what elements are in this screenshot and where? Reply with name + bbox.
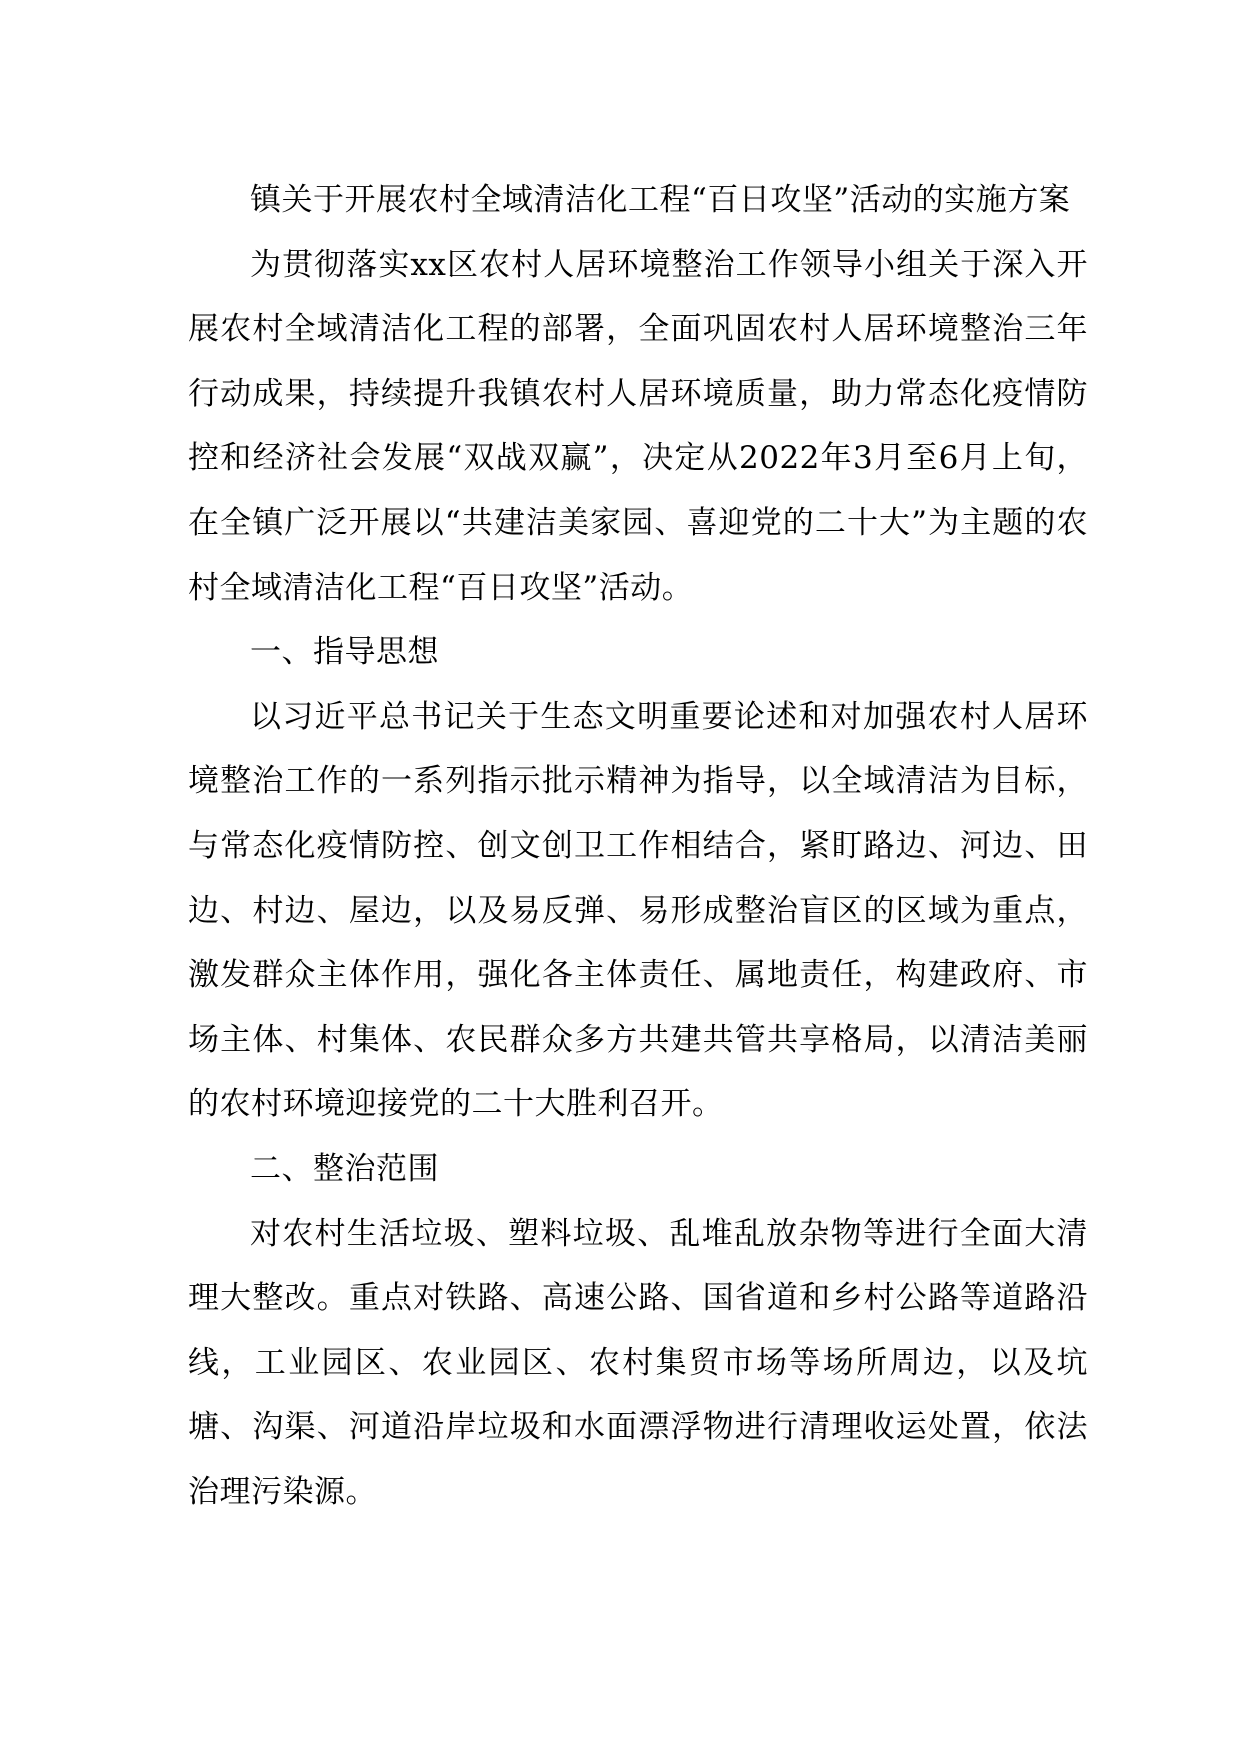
- section-body-scope: 对农村生活垃圾、塑料垃圾、乱堆乱放杂物等进行全面大清理大整改。重点对铁路、高速公路、国省道和乡村公路等道路沿线，工业园区、农业园区、农村集贸市场等场所周边，以及坑塘、沟渠、河道沿岸垃圾和水面漂浮物进行清理收运处置，依法治理污染源。: [188, 1215, 1088, 1510]
- document-title: 镇关于开展农村全域清洁化工程“百日攻坚”活动的实施方案: [250, 182, 1071, 218]
- document-page: [188, 168, 1088, 1524]
- section-body-guiding-ideology: 以习近平总书记关于生态文明重要论述和对加强农村人居环境整治工作的一系列指示批示精神为指导，以全域清洁为目标，与常态化疫情防控、创文创卫工作相结合，紧盯路边、河边、田边、村边、屋边，以及易反弹、易形成整治盲区的区域为重点，激发群众主体作用，强化各主体责任、属地责任，构建政府、市场主体、村集体、农民群众多方共建共管共享格局，以清洁美丽的农村环境迎接党的二十大胜利召开。: [188, 698, 1088, 1123]
- section-heading-scope: 二、整治范围: [250, 1150, 439, 1187]
- intro-paragraph: 为贯彻落实xx区农村人居环境整治工作领导小组关于深入开展农村全域清洁化工程的部署，全面巩固农村人居环境整治三年行动成果，持续提升我镇农村人居环境质量，助力常态化疫情防控和经济社会发展“双战双赢”，决定从2022年3月至6月上旬，在全镇广泛开展以“共建洁美家园、喜迎党的二十大”为主题的农村全域清洁化工程“百日攻坚”活动。: [188, 246, 1088, 606]
- section-heading-guiding-ideology: 一、指导思想: [250, 634, 439, 671]
